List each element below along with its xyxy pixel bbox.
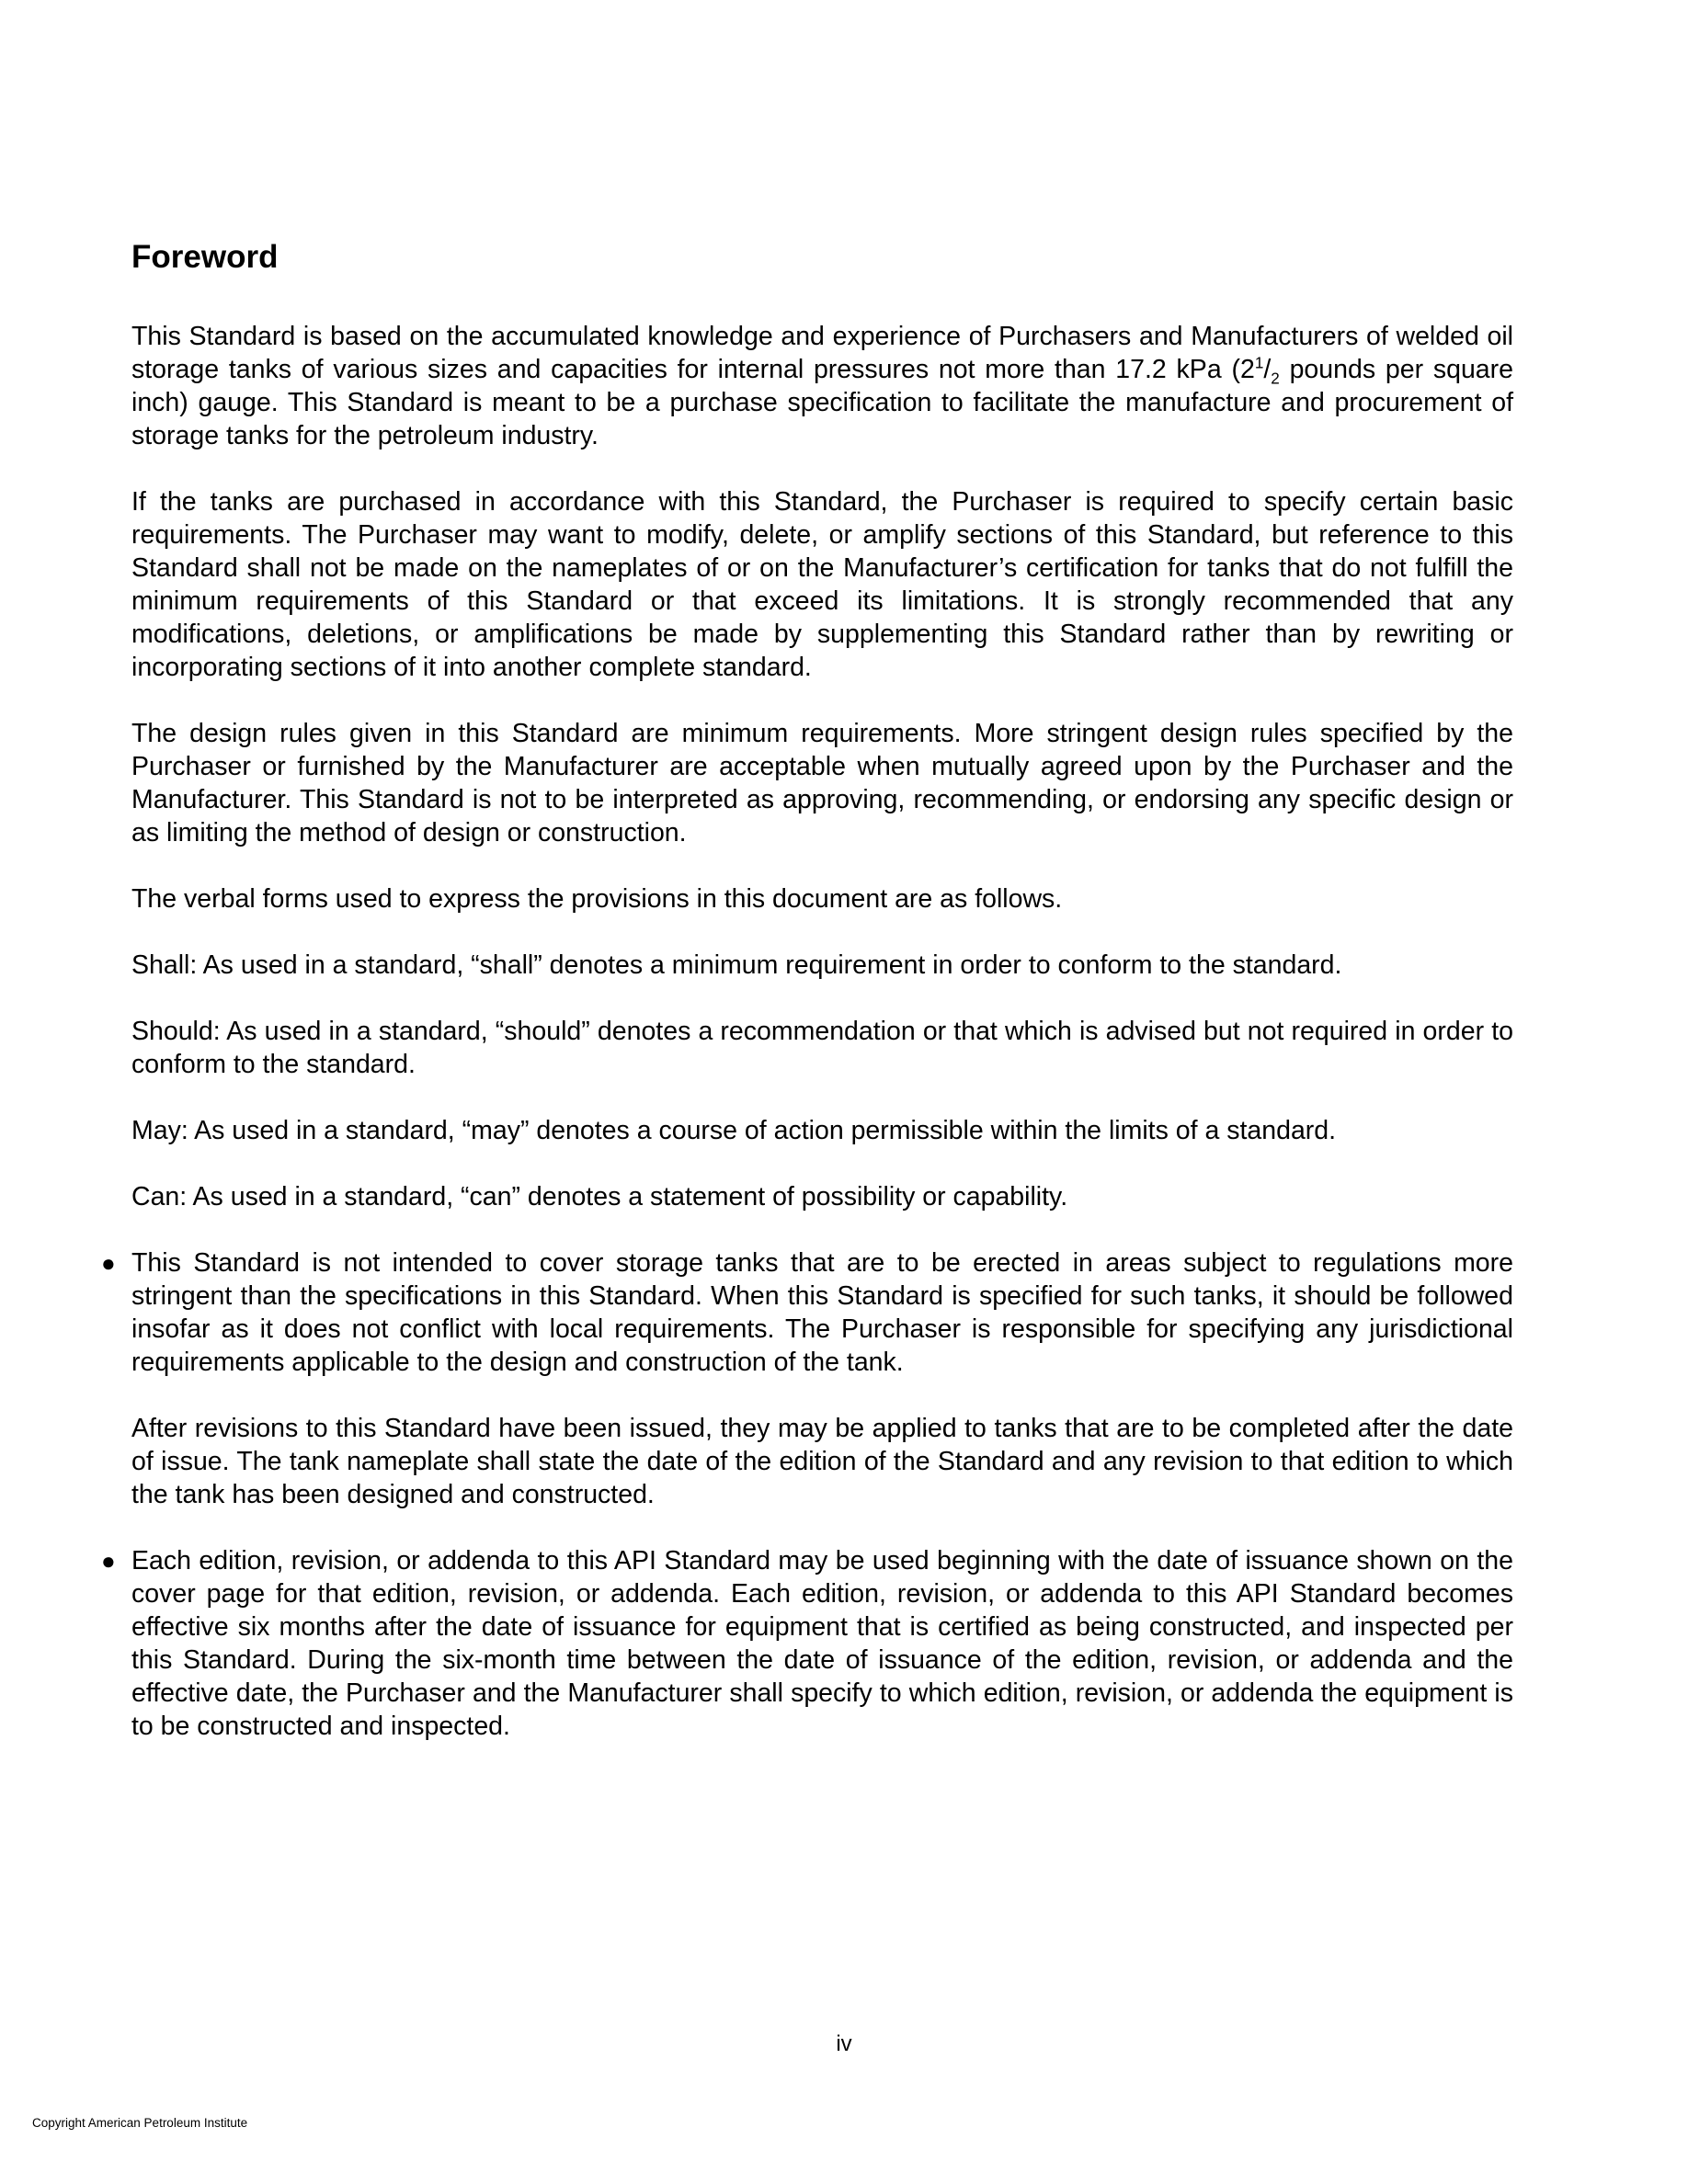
paragraph-can: Can: As used in a standard, “can” denotes a statement of possibility or capability.	[131, 1182, 1068, 1211]
page-number: iv	[836, 2031, 852, 2056]
paragraph-should: Should: As used in a standard, “should” denotes a recommendation or that which is advised but not required in order to conform to the standard.	[131, 1017, 1513, 1079]
page-title: Foreword	[131, 239, 279, 275]
paragraph-regulations	[101, 1246, 1513, 1379]
paragraph-scope-text-end: pounds per square inch) gauge. This Standard is meant to be a purchase specification to facilitate the manufacture and procurement of storage tanks for the petroleum industry.	[131, 355, 1513, 450]
change-marker-icon: ●	[101, 1547, 116, 1575]
paragraph-design-rules: The design rules given in this Standard are minimum requirements. More stringent design rules specified by the Purchaser or furnished by the Manufacturer are acceptable when mutually agreed upon by the Purchaser and the Manufacturer. This Standard is not to be interpreted as approving, recommending, or endorsing any specific design or as limiting the method of design or construction.	[131, 719, 1513, 847]
paragraph-may: May: As used in a standard, “may” denotes a course of action permissible within the limits of a standard.	[131, 1116, 1337, 1145]
paragraph-regulations-text: This Standard is not intended to cover storage tanks that are to be erected in areas subject to regulations more stringent than the specifications in this Standard. When this Standard is specified for such tanks, it should be followed insofar as it does not conflict with local requirements. The Purchaser is responsible for specifying any jurisdictional requirements applicable to the design and construction of the tank.	[131, 1248, 1513, 1377]
paragraph-editions-text: Each edition, revision, or addenda to this API Standard may be used beginning with the date of issuance shown on the cover page for that edition, revision, or addenda. Each edition, revision, or addenda to this API Standard becomes effective six months after the date of issuance for equipment that is certified as being constructed, and inspected per this Standard. During the six-month time between the date of issuance of the edition, revision, or addenda and the effective date, the Purchaser and the Manufacturer shall specify to which edition, revision, or addenda the equipment is to be constructed and inspected.	[131, 1546, 1513, 1741]
paragraph-purchase: If the tanks are purchased in accordance with this Standard, the Purchaser is required to specify certain basic requirements. The Purchaser may want to modify, delete, or amplify sections of this Standard, but reference to this Standard shall not be made on the nameplates of or on the Manufacturer’s certification for tanks that do not fulfill the minimum requirements of this Standard or that exceed its limitations. It is strongly recommended that any modifications, deletions, or amplifications be made by supplementing this Standard rather than by rewriting or incorporating sections of it into another complete standard.	[131, 487, 1513, 682]
page-body	[101, 235, 1513, 1776]
fraction-numerator: 1	[1254, 354, 1264, 372]
paragraph-verbal-forms: The verbal forms used to express the provisions in this document are as follows.	[131, 884, 1063, 914]
change-marker-icon: ●	[101, 1249, 116, 1277]
paragraph-revisions: After revisions to this Standard have been issued, they may be applied to tanks that are to be completed after the date of issue. The tank nameplate shall state the date of the edition of the Standard and any revision to that edition to which the tank has been designed and constructed.	[131, 1414, 1513, 1509]
paragraph-scope-text-start: This Standard is based on the accumulated knowledge and experience of Purchasers and Manufacturers of welded oil storage tanks of various sizes and capacities for internal pressures not more than 17.2 kPa (2	[131, 322, 1513, 384]
paragraph-shall: Shall: As used in a standard, “shall” denotes a minimum requirement in order to conform to the standard.	[131, 950, 1342, 980]
paragraph-scope	[131, 320, 1513, 452]
copyright-notice: Copyright American Petroleum Institute	[32, 2116, 248, 2130]
paragraph-editions	[101, 1544, 1513, 1743]
fraction-denominator: 2	[1271, 370, 1280, 388]
fraction-slash: /	[1263, 355, 1272, 384]
